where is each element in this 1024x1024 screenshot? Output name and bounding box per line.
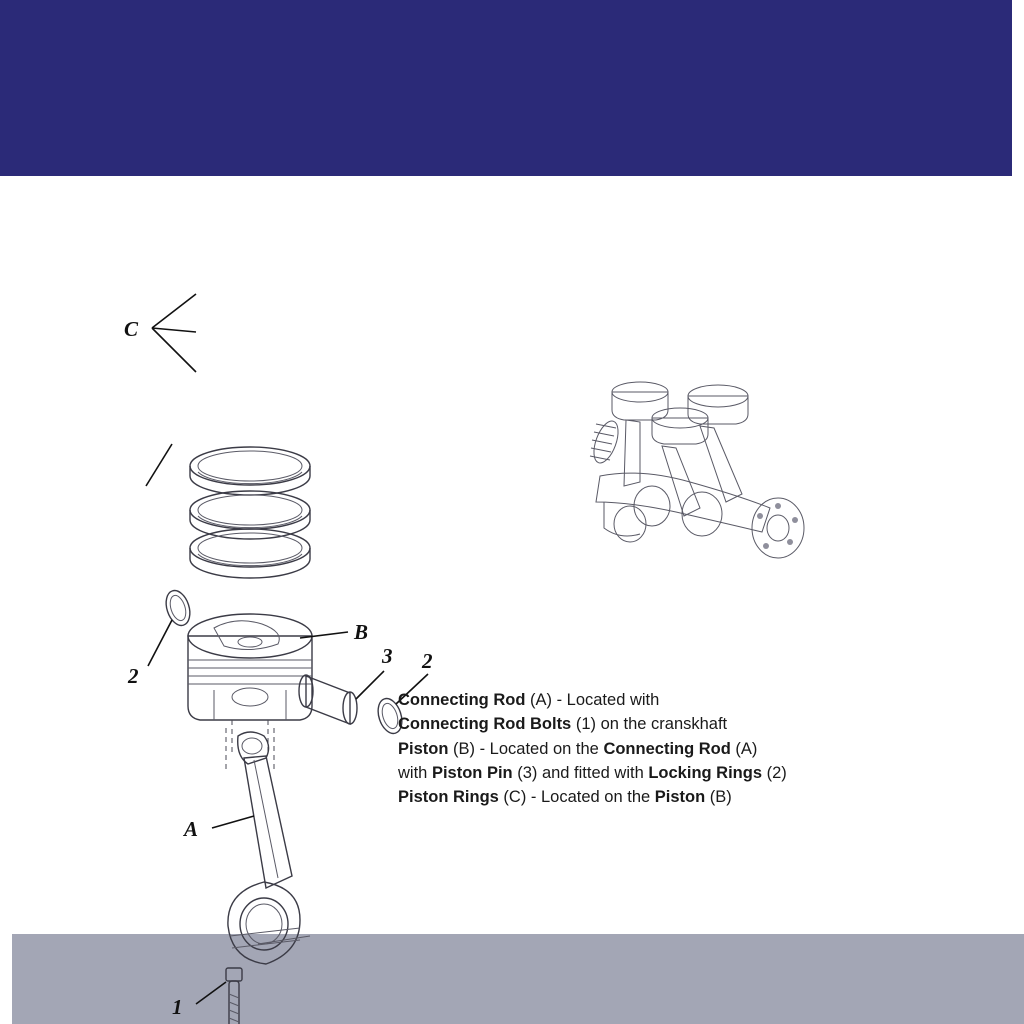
header-band [0, 0, 1012, 176]
assembly-crankshaft [589, 418, 804, 558]
piston-ring-bottom [190, 529, 310, 578]
caption-term-connecting-rod-2: Connecting Rod [603, 739, 731, 758]
caption-text-5a: (C) - Located on the [498, 788, 655, 807]
locking-ring-left [127, 444, 194, 688]
assembly-pistons [612, 382, 748, 444]
caption-term-connecting-rod-bolts: Connecting Rod Bolts [398, 715, 572, 734]
footer-band [12, 934, 1024, 1024]
caption-text-3b: (A) [730, 739, 758, 758]
caption-text-3a: (B) - Located on the [448, 739, 604, 758]
callout-label-2-right: 2 [422, 649, 433, 673]
caption-term-locking-rings: Locking Rings [648, 763, 763, 782]
caption-line-1 [398, 688, 878, 712]
caption-text-5b: (B) [705, 788, 732, 807]
callout-label-2-left: 2 [128, 664, 139, 688]
assembly-rods [624, 420, 742, 516]
callout-label-A: A [184, 817, 199, 841]
piston-ring-middle [190, 491, 310, 539]
assembly-gear [589, 418, 623, 466]
piston-rings-group [124, 294, 310, 578]
caption-term-piston-pin: Piston Pin [431, 763, 513, 782]
piston-ring-top [190, 447, 310, 495]
parts-caption [398, 688, 878, 809]
caption-term-connecting-rod: Connecting Rod [398, 691, 526, 709]
callout-label-3: 3 [382, 644, 393, 668]
caption-text-4a: with [398, 763, 432, 782]
crankshaft-assembly [589, 382, 804, 558]
caption-text-4c: (2) [762, 763, 787, 782]
caption-line-4 [398, 761, 878, 785]
engine-parts-diagram [0, 176, 1024, 1019]
connecting-rod [182, 732, 310, 964]
caption-text-1: (A) - Located with [525, 691, 660, 709]
caption-line-2 [398, 712, 878, 736]
callout-label-B: B [354, 620, 369, 644]
caption-term-piston-2: Piston [654, 788, 706, 807]
callout-label-C: C [124, 317, 139, 341]
caption-term-piston-rings: Piston Rings [398, 788, 499, 807]
callout-label-1: 1 [172, 995, 183, 1019]
caption-term-piston: Piston [398, 739, 449, 758]
caption-line-5 [398, 785, 878, 809]
caption-text-4b: (3) and fitted with [512, 763, 649, 782]
caption-text-2: (1) on the cranskhaft [571, 715, 728, 734]
caption-line-3 [398, 737, 878, 761]
piston-group [188, 614, 368, 772]
